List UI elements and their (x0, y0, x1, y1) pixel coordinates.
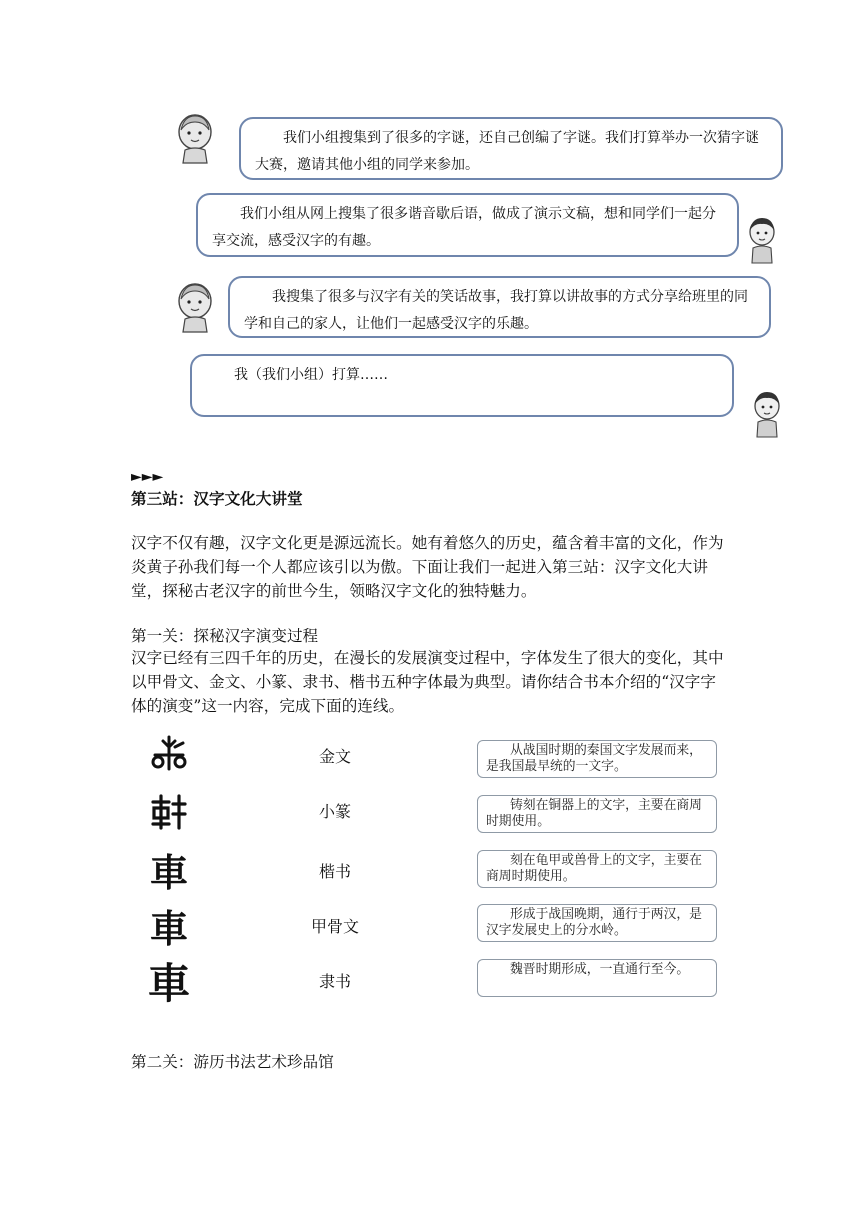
description-box-5 (477, 959, 717, 997)
level1-title: 第一关：探秘汉字演变过程 (131, 627, 319, 645)
section-intro: 汉字不仅有趣，汉字文化更是源远流长。她有着悠久的历史，蕴含着丰富的文化，作为炎黄子孙我们每一个人都应该引以为傲。下面让我们一起进入第三站：汉字文化大讲堂，探秘古老汉字的前世今生，领略汉字文化的独特魅力。 (131, 534, 724, 600)
description-box-2 (477, 795, 717, 833)
level2-title: 第二关：游历书法艺术珍品馆 (131, 1053, 334, 1071)
level1-text: 汉字已经有三四千年的历史，在漫长的发展演变过程中，字体发生了很大的变化，其中以甲骨文、金文、小篆、隶书、楷书五种字体最为典型。请你结合书本介绍的“汉字字体的演变”这一内容，完成下面的连线。 (131, 649, 724, 715)
script-name-3: 楷书 (318, 862, 351, 881)
girl-avatar-icon (176, 112, 214, 164)
bronze-che-icon (149, 792, 189, 832)
description-box-1 (477, 740, 717, 778)
section-title: 第三站：汉字文化大讲堂 (131, 490, 303, 508)
dialogue-bubble-4 (190, 354, 734, 417)
glyph-bronze (138, 792, 200, 832)
dialogue-bubble-3 (228, 276, 771, 338)
oracle-bone-che-icon (149, 733, 189, 773)
dialogue-text-3: 我搜集了很多与汉字有关的笑话故事，我打算以讲故事的方式分享给班里的同学和自己的家人，让他们一起感受汉字的乐趣。 (244, 289, 748, 332)
description-text-5: 魏晋时期形成，一直通行至今。 (510, 962, 690, 977)
glyph-xiaozhuan: 車 (147, 959, 190, 1008)
glyph-oracle-bone (138, 733, 200, 773)
boy-avatar-icon (752, 390, 782, 438)
script-name-5: 隶书 (318, 972, 351, 991)
glyph-lishu: 車 (149, 906, 188, 951)
glyph-kaishu: 車 (149, 850, 188, 895)
description-text-2: 铸刻在铜器上的文字，主要在商周时期使用。 (486, 798, 702, 829)
description-box-4 (477, 904, 717, 942)
dialogue-text-4: 我（我们小组）打算…… (234, 367, 388, 383)
dialogue-text-2: 我们小组从网上搜集了很多谐音歇后语，做成了演示文稿，想和同学们一起分享交流，感受汉字的有趣。 (212, 206, 716, 249)
script-name-1: 金文 (318, 747, 351, 766)
description-text-4: 形成于战国晚期，通行于两汉，是汉字发展史上的分水岭。 (486, 907, 702, 938)
boy-avatar-icon (747, 216, 777, 264)
description-text-1: 从战国时期的秦国文字发展而来，是我国最早统的一文字。 (486, 743, 702, 774)
description-text-3: 刻在龟甲或兽骨上的文字，主要在商周时期使用。 (486, 853, 702, 884)
script-name-4: 甲骨文 (310, 917, 359, 936)
dialogue-bubble-1 (239, 117, 783, 180)
dialogue-bubble-2 (196, 193, 739, 257)
description-box-3 (477, 850, 717, 888)
girl-avatar-icon (176, 281, 214, 333)
section-marker: ►►► (131, 469, 164, 485)
script-name-2: 小篆 (318, 802, 351, 821)
dialogue-text-1: 我们小组搜集到了很多的字谜，还自己创编了字谜。我们打算举办一次猜字谜大赛，邀请其他小组的同学来参加。 (255, 130, 759, 173)
